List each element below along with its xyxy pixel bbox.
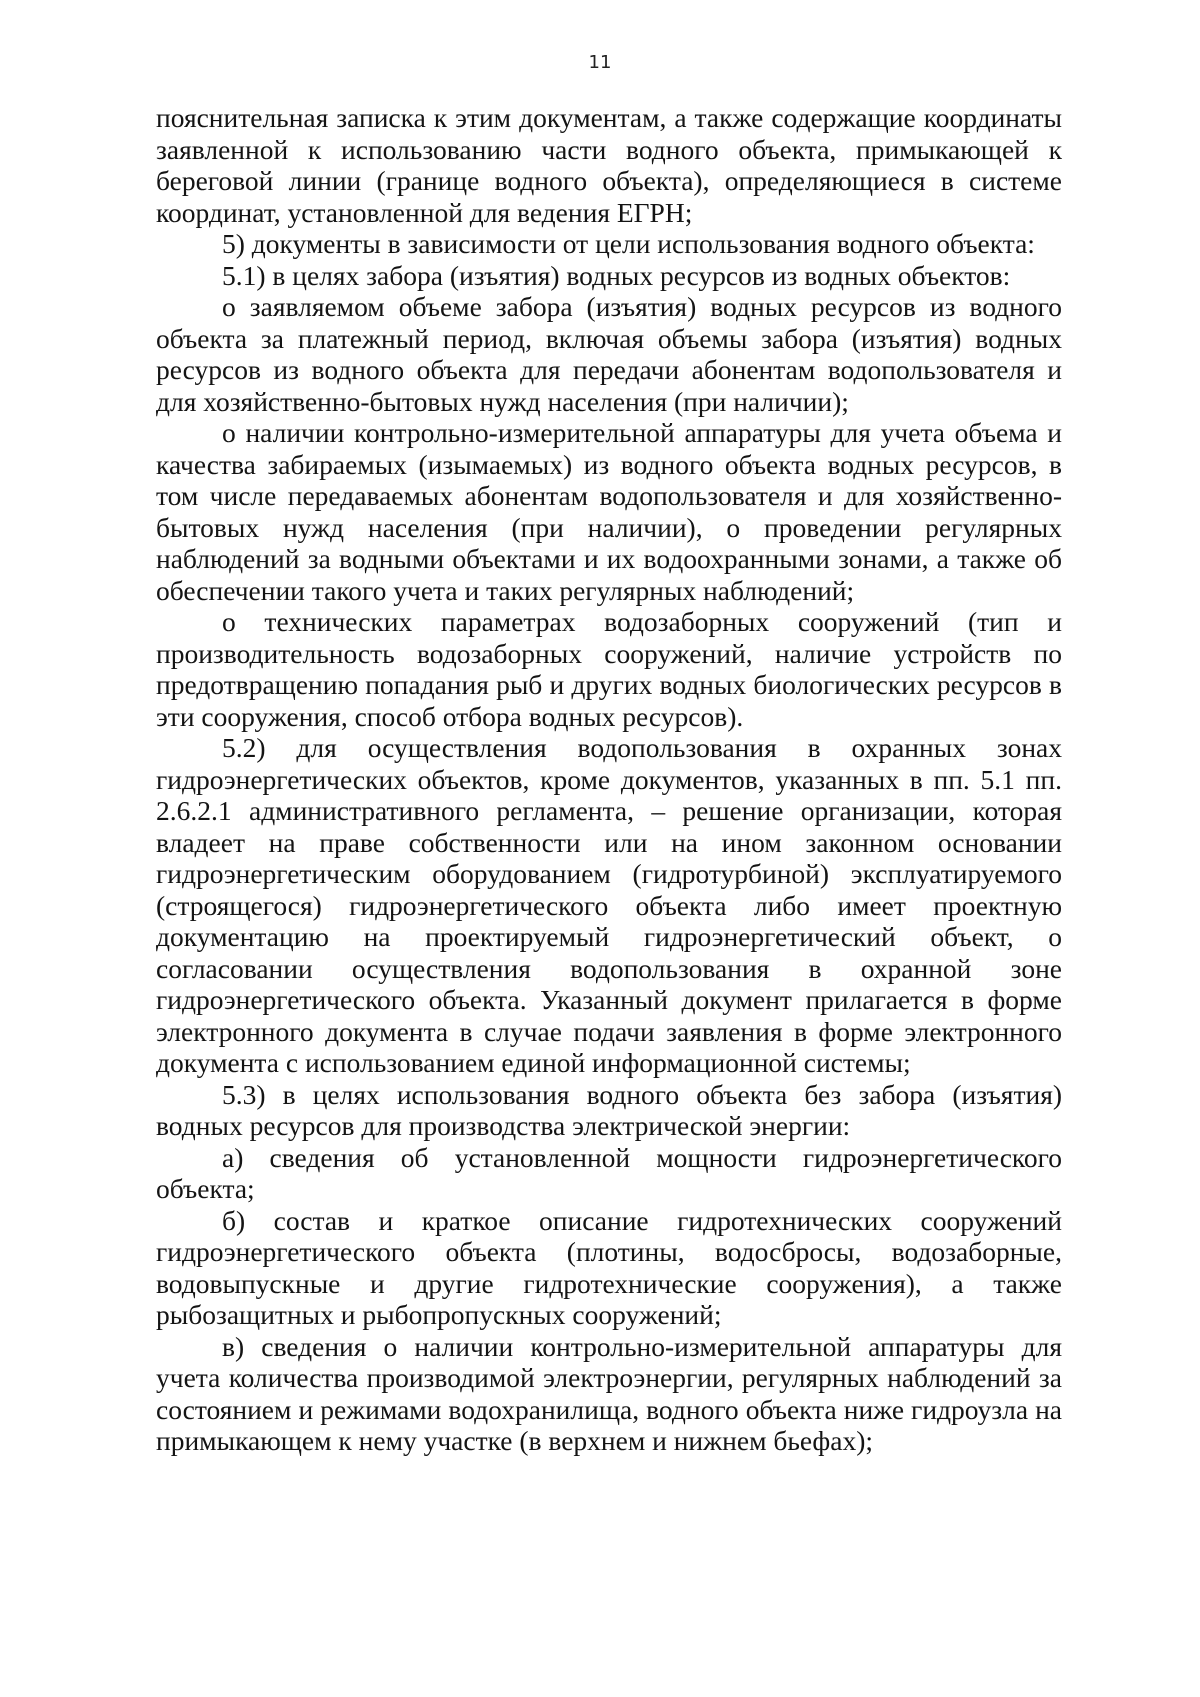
paragraph-item-5: 5) документы в зависимости от цели использования водного объекта: (222, 228, 1035, 259)
document-body (156, 102, 1062, 1457)
paragraph-continuation: пояснительная записка к этим документам, а также содержащие координаты заявленной к использованию части водного объекта, примыкающей к береговой линии (границе водного объекта), определяющиеся в системе координат, установленной для ведения ЕГРН; (156, 102, 1062, 228)
paragraph-item-5-1: 5.1) в целях забора (изъятия) водных ресурсов из водных объектов: (222, 259, 1011, 291)
paragraph-technical-parameters: о технических параметрах водозаборных сооружений (тип и производительность водозаборных сооружений, наличие устройств по предотвращению попадания рыб и других водных биологических ресурсов в эти сооружения, способ отбора водных ресурсов). (156, 606, 1062, 732)
paragraph-item-5-3: 5.3) в целях использования водного объекта без забора (изъятия) водных ресурсов для производства электрической энергии: (156, 1078, 1062, 1141)
page-number: 11 (588, 52, 612, 73)
paragraph-withdrawal-volume: о заявляемом объеме забора (изъятия) водных ресурсов из водного объекта за платежный период, включая объемы забора (изъятия) водных ресурсов из водного объекта для передачи абонентам водопользователя и для хозяйственно-бытовых нужд населения (при наличии); (156, 291, 1062, 417)
paragraph-subitem-a: а) сведения об установленной мощности гидроэнергетического объекта; (156, 1141, 1062, 1204)
paragraph-subitem-v: в) сведения о наличии контрольно-измерительной аппаратуры для учета количества производимой электроэнергии, регулярных наблюдений за состоянием и режимами водохранилища, водного объекта ниже гидроузла на примыкающем к нему участке (в верхнем и нижнем бьефах); (156, 1330, 1062, 1456)
paragraph-subitem-b: б) состав и краткое описание гидротехнических сооружений гидроэнергетического объекта (плотины, водосбросы, водозаборные, водовыпускные и другие гидротехнические сооружения), а также рыбозащитных и рыбопропускных сооружений; (156, 1204, 1062, 1330)
paragraph-item-5-2: 5.2) для осуществления водопользования в охранных зонах гидроэнергетических объектов, кроме документов, указанных в пп. 5.1 пп. 2.6.2.1 административного регламента, – решение организации, которая владеет на праве собственности или на ином законном основании гидроэнергетическим оборудованием (гидротурбиной) эксплуатируемого (строящегося) гидроэнергетического объекта либо имеет проектную документацию на проектируемый гидроэнергетический объект, о согласовании осуществления водопользования в охранной зоне гидроэнергетического объекта. Указанный документ прилагается в форме электронного документа в случае подачи заявления в форме электронного документа с использованием единой информационной системы; (156, 732, 1062, 1078)
paragraph-measuring-equipment: о наличии контрольно-измерительной аппаратуры для учета объема и качества забираемых (изымаемых) из водного объекта водных ресурсов, в том числе передаваемых абонентам водопользователя и для хозяйственно-бытовых нужд населения (при наличии), о проведении регулярных наблюдений за водными объектами и их водоохранными зонами, а также об обеспечении такого учета и таких регулярных наблюдений; (156, 417, 1062, 606)
